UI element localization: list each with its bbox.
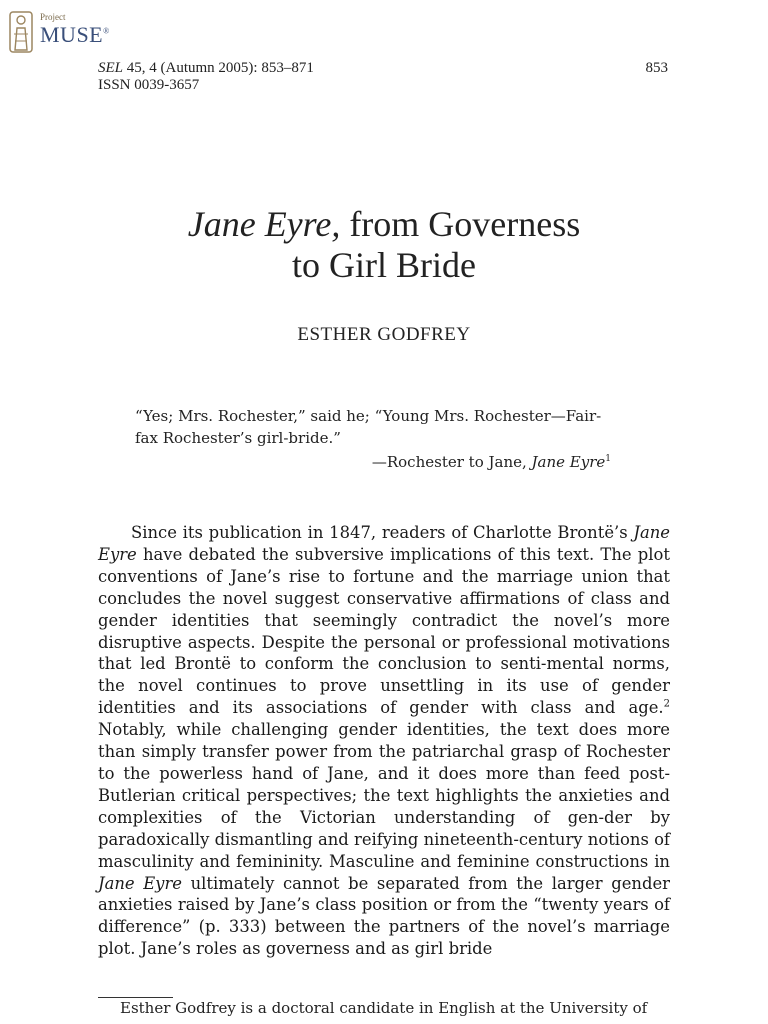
journal-citation: [98, 60, 314, 94]
epigraph-quote: “Yes; Mrs. Rochester,” said he; “Young Mrs. Rochester—Fair-fax Rochester’s girl-bride.”: [135, 407, 602, 447]
muse-logo-icon: [6, 10, 36, 54]
epigraph-attribution: —Rochester to Jane, Jane Eyre$^1$: [371, 453, 611, 471]
article-title: [0, 204, 768, 286]
title-line-2: to Girl Bride: [292, 245, 476, 285]
journal-abbrev: SEL: [98, 60, 124, 76]
logo-big-text: MUSE®: [40, 22, 110, 47]
project-muse-logo[interactable]: [6, 8, 116, 56]
body-text: [98, 522, 670, 960]
title-rest: from Governess: [340, 204, 581, 244]
citation-details: 45, 4 (Autumn 2005): 853–871: [123, 60, 314, 76]
logo-small-text: Project: [40, 12, 66, 22]
footnote-ref-2[interactable]: 2: [663, 698, 670, 710]
page-number: 853: [645, 60, 668, 76]
footnote-ref-1[interactable]: 1: [605, 454, 611, 464]
title-italic: Jane Eyre,: [187, 204, 341, 244]
issn: ISSN 0039-3657: [98, 77, 200, 93]
epigraph: [135, 406, 611, 474]
article-author: ESTHER GODFREY: [297, 324, 471, 345]
paragraph: Since its publication in 1847, readers of Charlotte Brontë’s Jane Eyre have debated the subversive implications of this text. The plot conventions of Jane’s rise to fortune and the marriage union that concludes the novel suggest conservative affirmations of class and gender identities that seemingly contradict the novel’s more disruptive aspects. Despite the personal or professional motivations that led Brontë to conform the conclusion to senti-mental norms, the novel continues to prove unsettling in its use of gender identities and its associations of gender with class and age.$^2$ Notably, while challenging gender identities, the text does more than simply transfer power from the patriarchal grasp of Rochester to the powerless hand of Jane, and it does more than feed post-Butlerian critical perspectives; the text highlights the anxieties and complexities of the Victorian understanding of gen-der by paradoxically dismantling and reifying nineteenth-century notions of masculinity and femininity. Masculine and feminine constructions in Jane Eyre ultimately cannot be separated from the larger gender anxieties raised by Jane’s class position or from the “twenty years of difference” (p. 333) between the partners of the novel’s marriage plot. Jane’s roles as governess and as girl bride: [98, 523, 670, 959]
author-footnote: Esther Godfrey is a doctoral candidate in English at the University of: [120, 999, 648, 1017]
